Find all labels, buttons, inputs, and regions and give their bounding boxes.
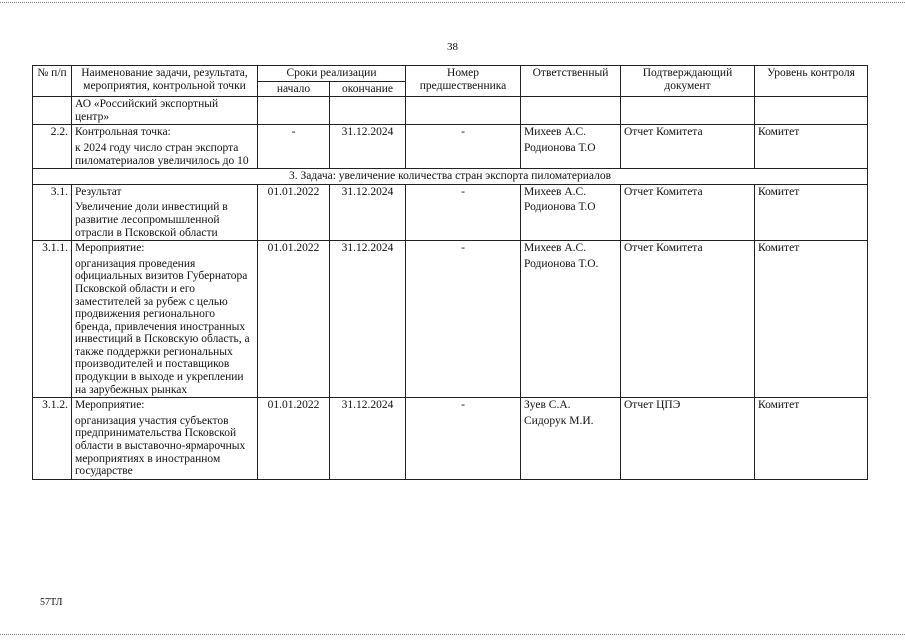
row-num: 3.1.1. <box>33 241 72 398</box>
row-start: 01.01.2022 <box>258 241 330 398</box>
row-document: Отчет ЦПЭ <box>621 398 755 480</box>
header-row-1 <box>33 66 868 82</box>
table-row <box>33 184 868 240</box>
header-predecessor: Номер предшественника <box>406 66 521 97</box>
row-control: Комитет <box>755 398 868 480</box>
table-row <box>33 398 868 480</box>
row-responsible <box>521 125 621 169</box>
header-start: начало <box>258 81 330 97</box>
row-document: Отчет Комитета <box>621 125 755 169</box>
row-control: Комитет <box>755 241 868 398</box>
row-start: 01.01.2022 <box>258 398 330 480</box>
row-document: Отчет Комитета <box>621 241 755 398</box>
row-name-label: Результат <box>75 185 122 198</box>
row-document: Отчет Комитета <box>621 184 755 240</box>
row-num: 3.1. <box>33 184 72 240</box>
implementation-plan-table <box>32 65 868 480</box>
responsible-person: Михеев А.С. <box>524 242 587 255</box>
row-control: Комитет <box>755 125 868 169</box>
row-name-text: Увеличение доли инвестиций в развитие лесопромышленной отрасли в Псковской области <box>75 201 228 239</box>
header-control: Уровень контроля <box>755 66 868 97</box>
page-number: 38 <box>447 41 458 53</box>
row-name <box>72 241 258 398</box>
row-start <box>258 97 330 125</box>
row-responsible <box>521 398 621 480</box>
responsible-person: Зуев С.А. <box>524 399 571 412</box>
row-name-text: к 2024 году число стран экспорта пиломатериалов увеличилось до 10 <box>75 141 249 167</box>
header-end: окончание <box>330 81 406 97</box>
row-name-text: организация участия субъектов предпринимательства Псковской области в выставочно-ярмарочных мероприятиях в иностранном государстве <box>75 414 246 478</box>
header-document: Подтверждающий документ <box>621 66 755 97</box>
row-name: АО «Российский экспортный центр» <box>72 97 258 125</box>
header-name: Наименование задачи, результата, мероприятия, контрольной точки <box>72 66 258 97</box>
row-predecessor <box>406 97 521 125</box>
row-responsible <box>521 184 621 240</box>
responsible-person: Михеев А.С. <box>524 185 587 198</box>
scan-edge-bottom <box>0 634 905 635</box>
header-num: № п/п <box>33 66 72 97</box>
row-num: 2.2. <box>33 125 72 169</box>
row-control: Комитет <box>755 184 868 240</box>
table-row <box>33 97 868 125</box>
row-end <box>330 97 406 125</box>
scan-edge-top <box>0 2 905 3</box>
row-name <box>72 184 258 240</box>
row-document <box>621 97 755 125</box>
header-terms: Сроки реализации <box>258 66 406 82</box>
section-title: 3. Задача: увеличение количества стран экспорта пиломатериалов <box>33 169 868 185</box>
row-predecessor: - <box>406 398 521 480</box>
table-row <box>33 241 868 398</box>
row-end: 31.12.2024 <box>330 241 406 398</box>
responsible-person: Сидорук М.И. <box>524 414 594 427</box>
row-end: 31.12.2024 <box>330 398 406 480</box>
row-end: 31.12.2024 <box>330 184 406 240</box>
section-row <box>33 169 868 185</box>
row-start: - <box>258 125 330 169</box>
header-responsible: Ответственный <box>521 66 621 97</box>
row-predecessor: - <box>406 184 521 240</box>
row-end: 31.12.2024 <box>330 125 406 169</box>
row-control <box>755 97 868 125</box>
table-row <box>33 125 868 169</box>
responsible-person: Родионова Т.О <box>524 201 596 214</box>
row-num: 3.1.2. <box>33 398 72 480</box>
responsible-person: Родионова Т.О. <box>524 257 599 270</box>
footer-code: 57ТЛ <box>40 597 63 608</box>
row-name-label: Контрольная точка: <box>75 126 171 139</box>
row-num <box>33 97 72 125</box>
row-start: 01.01.2022 <box>258 184 330 240</box>
row-name-text: организация проведения официальных визитов Губернатора Псковской области и его заместителей за рубеж с целью продвижения регионального бренда, привлечения иностранных инвестиций в Псковскую область, а также поддержки региональных производителей и поставщиков продукции в выходе и укреплении на зарубежных рынках <box>75 257 250 396</box>
row-name <box>72 398 258 480</box>
responsible-person: Михеев А.С. <box>524 126 587 139</box>
row-name-label: Мероприятие: <box>75 399 145 412</box>
row-predecessor: - <box>406 241 521 398</box>
responsible-person: Родионова Т.О <box>524 141 596 154</box>
row-predecessor: - <box>406 125 521 169</box>
row-name <box>72 125 258 169</box>
row-responsible <box>521 97 621 125</box>
row-name-label: Мероприятие: <box>75 242 145 255</box>
row-responsible <box>521 241 621 398</box>
